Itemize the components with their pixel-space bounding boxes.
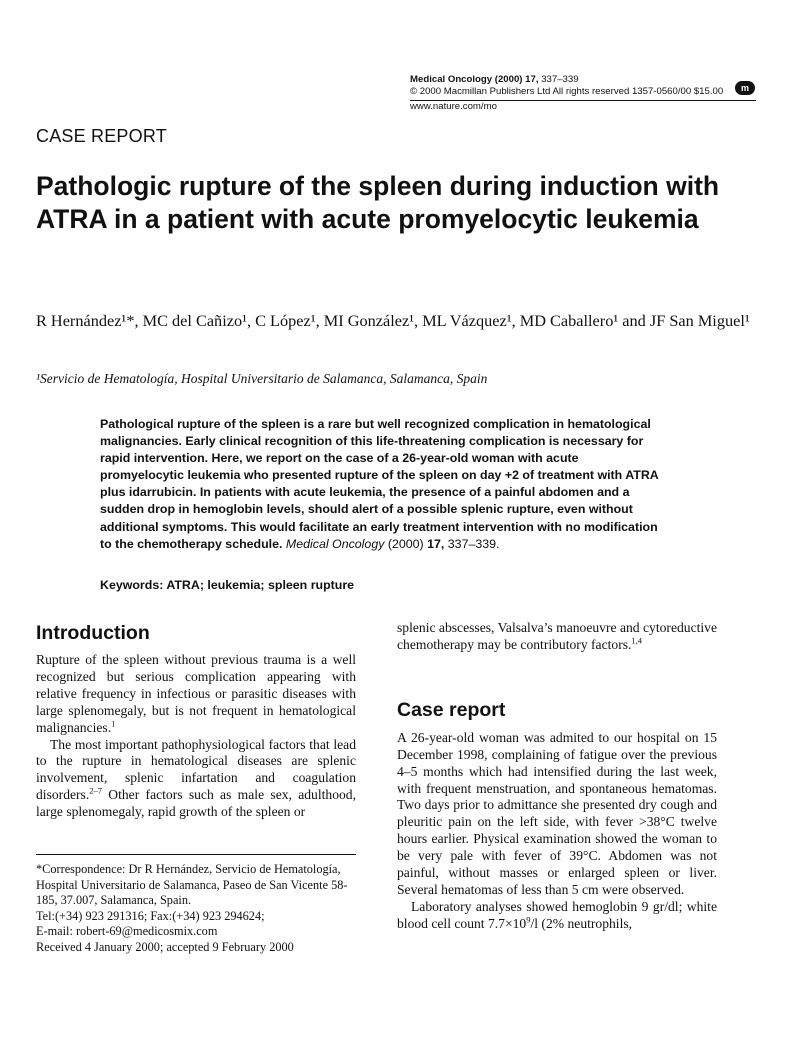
intro-p2-reference: 2–7 [89,785,102,796]
citation-volume: 17, [427,536,445,551]
footnote-correspondence: *Correspondence: Dr R Hernández, Servicio de Hematología, Hospital Universitario de Salamanca, Paseo de San Vicente 58-185, 37.007, Salamanca, Spain. [36,862,348,908]
affiliation: ¹Servicio de Hematología, Hospital Universitario de Salamanca, Salamanca, Spain [36,371,488,386]
journal-pages: 337–339 [541,74,579,85]
case-report-paragraph-2 [397,899,717,933]
correspondence-footnote [36,862,356,955]
journal-url: www.nature.com/mo [410,101,497,112]
journal-header [410,74,755,113]
introduction-continuation [397,620,717,654]
intro-cont-text: splenic abscesses, Valsalva’s manoeuvre and cytoreductive chemotherapy may be contributory factors. [397,620,717,652]
introduction-paragraph-1 [36,652,356,737]
journal-copyright: © 2000 Macmillan Publishers Ltd All rights reserved 1357-0560/00 $15.00 [410,86,724,97]
intro-p2-text-a: The most important pathophysiological factors that lead to the rupture in hematological diseases are splenic involvement, splenic infartation and coagulation disorders. [36,736,356,803]
intro-p1-text: Rupture of the spleen without previous trauma is a well recognized but serious complication appearing with relative frequency in infectious or parasitic diseases with large splenomegaly, but is not frequent in hematological malignancies. [36,652,356,735]
citation-year: (2000) [384,536,428,551]
publisher-logo-icon: m [735,81,755,95]
abstract [100,416,660,553]
case-report-heading: Case report [397,698,506,721]
case-p2-text-b: /l (2% neutrophils, [530,915,633,931]
footnote-email: E-mail: robert-69@medicosmix.com [36,924,218,939]
journal-name: Medical Oncology (2000) [410,74,523,85]
footnote-divider [36,854,356,855]
author-list: R Hernández¹*, MC del Cañizo¹, C López¹, MI González¹, ML Vázquez¹, MD Caballero¹ and JF San Miguel¹ [36,311,750,330]
footnote-received: Received 4 January 2000; accepted 9 February 2000 [36,939,294,954]
footnote-phone-fax: Tel:(+34) 923 291316; Fax:(+34) 923 294624; [36,908,265,923]
article-type: CASE REPORT [36,126,167,146]
right-column [397,620,717,933]
case-report-paragraph-1: A 26-year-old woman was admited to our hospital on 15 December 1998, complaining of fatigue over the previous 4–5 months which had intensified during the last week, with frequent menstruation, and spontaneous hematomas. Two days prior to admittance she presented dry cough and pleuritic pain on the left side, with fever >38°C twelve hours earlier. Physical examination showed the woman to be very pale with fever of 39°C. Abdomen was not painful, without masses or enlarged spleen or liver. Several hematomas of less than 5 cm were observed. [397,729,717,897]
journal-volume: 17, [525,74,539,85]
article-title: Pathologic rupture of the spleen during induction with ATRA in a patient with acute promyelocytic leukemia [36,171,720,234]
intro-cont-reference: 1,4 [631,635,643,646]
intro-p1-reference: 1 [111,718,116,729]
case-p2-text-a: Laboratory analyses showed hemoglobin 9 gr/dl; white blood cell count 7.7×10 [397,898,717,931]
introduction-paragraph-2 [36,737,356,822]
journal-citation [410,74,755,86]
keywords: Keywords: ATRA; leukemia; spleen rupture [100,578,355,592]
citation-pages: 337–339. [444,536,500,551]
abstract-citation [286,537,500,551]
abstract-text: Pathological rupture of the spleen is a rare but well recognized complication in hematological malignancies. Early clinical recognition of this life-threatening complication is necessary for rapid intervention. Here, we report on the case of a 26-year-old woman with acute promyelocytic leukemia who presented rupture of the spleen on day +2 of treatment with ATRA plus idarrubicin. In patients with acute leukemia, the presence of a painful abdomen and a sudden drop in hemoglobin levels, should alert of a possible splenic rupture, even without additional symptoms. This would facilitate an early treatment intervention with no modification to the chemotherapy schedule. [100,417,659,551]
header-divider [410,100,756,101]
left-column [36,620,356,955]
citation-journal: Medical Oncology [285,536,385,551]
intro-p2-text-b: Other factors such as male sex, adulthood, large splenomegaly, rapid growth of the spleen or [36,787,356,820]
case-p2-exponent: 9 [526,914,531,925]
introduction-heading: Introduction [36,622,150,644]
